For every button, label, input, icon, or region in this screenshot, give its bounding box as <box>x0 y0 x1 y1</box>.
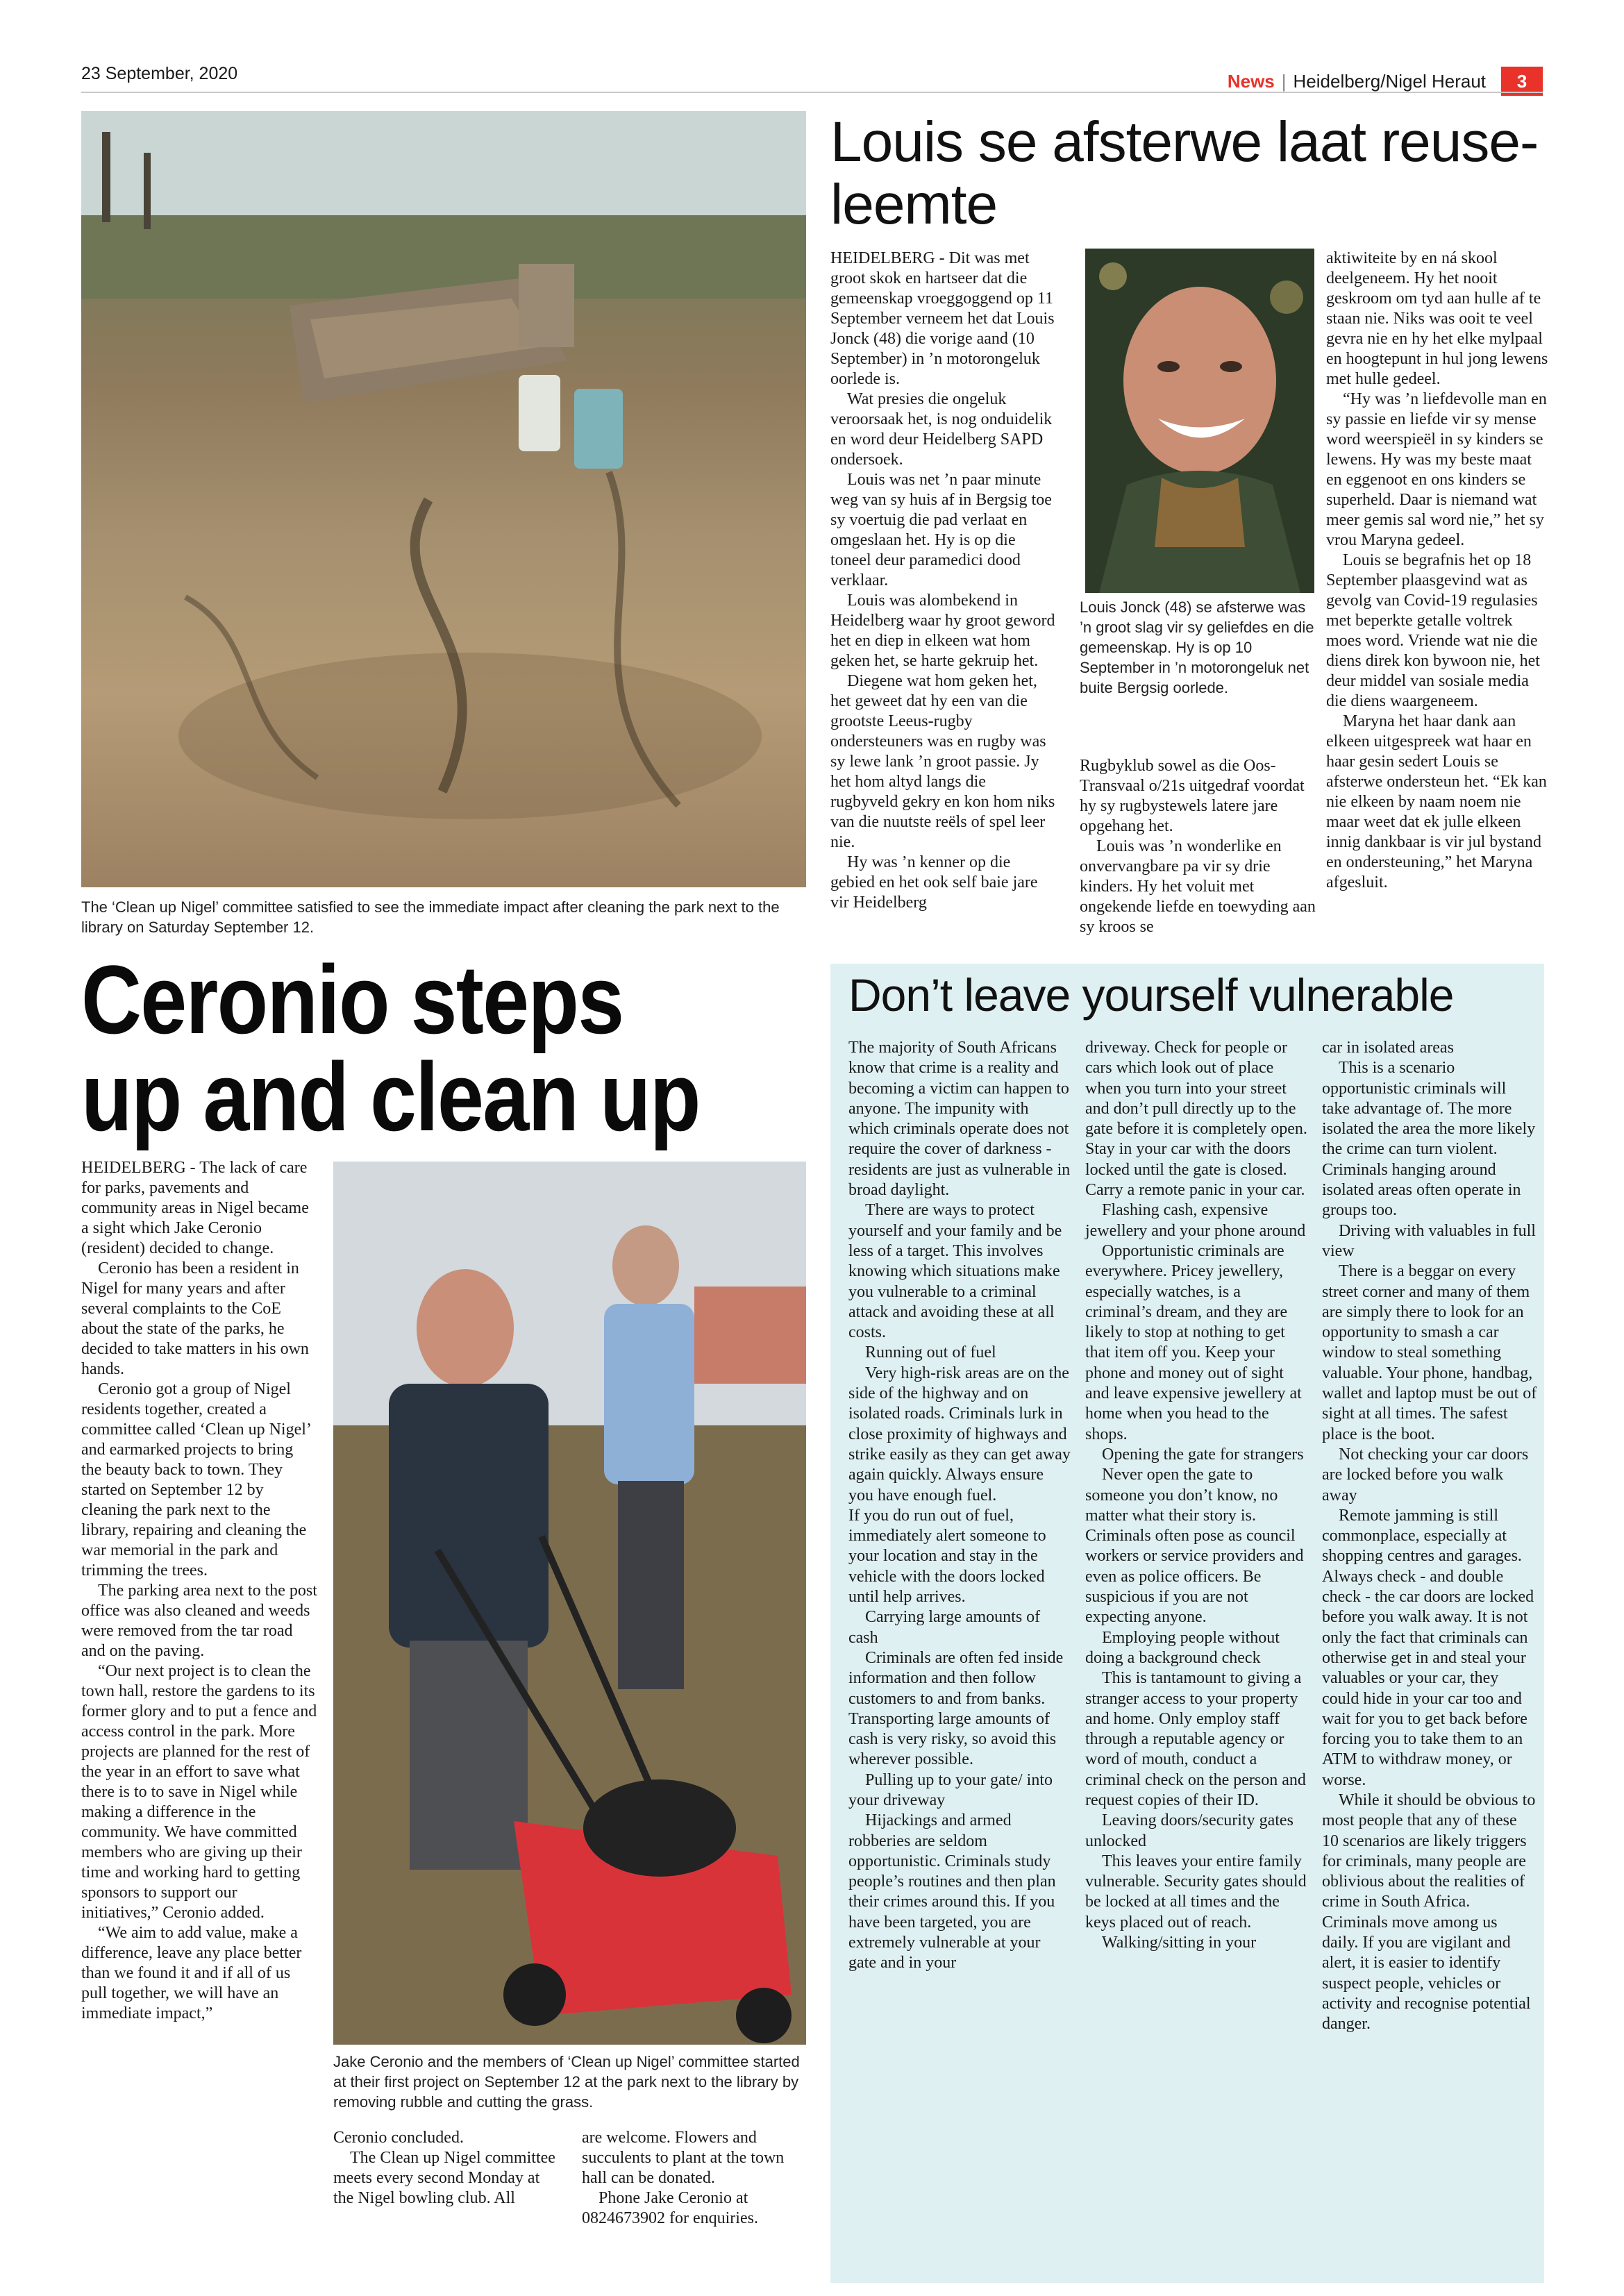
paragraph: Maryna het haar dank aan elkeen uitgespreek wat haar en haar gesin sedert Louis se afsterwe ondersteun het. “Ek kan nie elkeen by naam noem nie maar weet dat ek julle elkeen innig dankbaar is vir jul bystand en ondersteuning,” het Maryna afgesluit. <box>1326 712 1547 891</box>
subheading: Pulling up to your gate/ into your driveway <box>848 1770 1053 1809</box>
louis-column-1 <box>830 249 1055 913</box>
safety-column-2 <box>1085 1038 1309 1953</box>
paragraph: Louis was ’n wonderlike en onvervangbare pa vir sy drie kinders. Hy het voluit met ongekende liefde en toewyding aan sy kroos se <box>1080 837 1316 936</box>
paragraph: Louis was net ’n paar minute weg van sy huis af in Bergsig toe sy voertuig die pad verlaat en omgeslaan het. Hy is op die toneel deur paramedici dood verklaar. <box>830 471 1052 589</box>
paragraph: Opportunistic criminals are everywhere. Pricey jewellery, especially watches, is a criminal’s dream, and they are likely to stop at nothing to get that item off you. Keep your phone and money out of sight and leave expensive jewellery at home when you head to the shops. <box>1085 1241 1302 1443</box>
paragraph: Ceronio concluded. <box>333 2129 464 2147</box>
ceronio-column-2 <box>333 2128 559 2209</box>
mower-photo-caption: Jake Ceronio and the members of ‘Clean up Nigel’ committee started at their first project on September 12 at the park next to the library by removing rubble and cutting the grass. <box>333 2053 800 2111</box>
subheading: Leaving doors/security gates unlocked <box>1085 1811 1294 1850</box>
subheading: Opening the gate for strangers <box>1102 1445 1304 1464</box>
paragraph: The parking area next to the post office was also cleaned and weeds were removed from the tar road and on the paving. <box>81 1582 317 1660</box>
paragraph: Ceronio has been a resident in Nigel for many years and after several complaints to the CoE about the state of the parks, he decided to take matters in his own hands. <box>81 1259 309 1378</box>
paragraph: are welcome. Flowers and succulents to plant at the town hall can be donated. <box>582 2129 785 2187</box>
paragraph: While it should be obvious to most people that any of these 10 scenarios are likely triggers for criminals, many people are oblivious about the realities of crime in South Africa. Criminals move among us daily. If you are vigilant and alert, it is easier to identify suspect people, vehicles or activity and recognise potential danger. <box>1322 1791 1536 2034</box>
paragraph: “Hy was ’n liefdevolle man en sy passie en liefde vir sy mense word weerspieël in sy kinders se lewens. Hy was my beste maat en eggenoot en ons kinders se superheld. Daar is niemand wat meer gemis sal word nie,” het sy vrou Maryna gedeel. <box>1326 390 1547 549</box>
section-label: News <box>1227 70 1275 92</box>
paragraph: Hijackings and armed robberies are seldom opportunistic. Criminals study people’s routines and then plan their crimes around this. If you have been targeted, you are extremely vulnerable at your gate and in your <box>848 1811 1056 1972</box>
paragraph: Remote jamming is still commonplace, especially at shopping centres and garages. Always check - and double check - the car doors are locked before you walk away. It is not only the fact that criminals can otherwise get in and steal your valuables or your car, they could hide in your car too and wait for you to get back before forcing you to take them to an ATM to withdraw money, or worse. <box>1322 1506 1534 1789</box>
louis-column-2 <box>1080 756 1316 937</box>
louis-portrait-photo <box>1085 249 1314 593</box>
paragraph: This is a scenario opportunistic criminals will take advantage of. The more isolated the area the more likely the crime can turn violent. Criminals hanging around isolated areas often operate in groups too. <box>1322 1059 1536 1220</box>
paragraph: HEIDELBERG - The lack of care for parks, pavements and community areas in Nigel became a sight which Jake Ceronio (resident) decided to change. <box>81 1159 309 1257</box>
paragraph: aktiwiteite by en ná skool deelgeneem. Hy het nooit geskroom om tyd aan hulle af te staan nie. Niks was ooit te veel gevra nie en hy het elke mylpaal en hoogtepunt in hul jong lewens met hulle gedeel. <box>1326 249 1548 388</box>
park-scene-illustration <box>81 111 806 887</box>
paragraph: Phone Jake Ceronio at 0824673902 for enquiries. <box>582 2189 758 2227</box>
louis-column-3 <box>1326 249 1548 893</box>
louis-photo-caption: Louis Jonck (48) se afsterwe was ’n groot slag vir sy geliefdes en die gemeenskap. Hy is op 10 September in ’n motorongeluk net buite Bergsig oorlede. <box>1080 598 1314 696</box>
paragraph: Criminals are often fed inside information and then follow customers to and from banks. Transporting large amounts of cash is very risky, so avoid this wherever possible. <box>848 1648 1064 1769</box>
publication-name: Heidelberg/Nigel Heraut <box>1293 70 1486 92</box>
portrait-illustration <box>1085 249 1314 593</box>
lawnmower-photo <box>333 1162 806 2045</box>
subheading: Walking/sitting in your <box>1102 1934 1257 1952</box>
paragraph: There is a beggar on every street corner and many of them are simply there to look for an opportunity to smash a car window to steal something valuable. Your phone, handbag, wallet and laptop must be out of sight at all times. The safest place is the boot. <box>1322 1262 1537 1443</box>
subheading: Employing people without doing a background check <box>1085 1628 1280 1667</box>
safety-column-3 <box>1322 1038 1537 2035</box>
paragraph: This is tantamount to giving a stranger access to your property and home. Only employ staff through a reputable agency or word of mouth, conduct a criminal check on the person and request copies of their ID. <box>1085 1669 1306 1809</box>
paragraph: Never open the gate to someone you don’t know, no matter what their story is. Criminals often pose as council workers or service providers and even as police officers. Be suspicious if you are not expecting anyone. <box>1085 1466 1304 1627</box>
paragraph: HEIDELBERG - Dit was met groot skok en hartseer dat die gemeenskap vroeggoggend op 11 September verneem het dat Louis Jonck (48) die vorige aand (10 September) in ’n motorongeluk oorlede is. <box>830 249 1055 388</box>
paragraph: There are ways to protect yourself and your family and be less of a target. This involves knowing which situations make you vulnerable to a criminal attack and avoiding these at all costs. <box>848 1201 1062 1342</box>
ceronio-column-3 <box>582 2128 807 2229</box>
mower-scene-illustration <box>333 1162 806 2045</box>
subheading: Not checking your car doors are locked before you walk away <box>1322 1445 1529 1505</box>
paragraph: Louis se begrafnis het op 18 September plaasgevind wat as gevolg van Covid-19 regulasies met beperkte getalle voltrek moes word. Vriende wat nie die diens direk kon bywoon nie, het deur middel van sosiale media die diens waargeneem. <box>1326 551 1540 710</box>
paragraph: Rugbyklub sowel as die Oos-Transvaal o/21s uitgedraf voordat hy sy rugbystewels latere jare opgehang het. <box>1080 757 1305 835</box>
park-photo-caption: The ‘Clean up Nigel’ committee satisfied to see the immediate impact after cleaning the park next to the library on Saturday September 12. <box>81 898 780 936</box>
paragraph: Hy was ’n kenner op die gebied en het ook self baie jare vir Heidelberg <box>830 853 1038 912</box>
paragraph: This leaves your entire family vulnerable. Security gates should be locked at all times and the keys placed out of reach. <box>1085 1852 1307 1932</box>
paragraph: Diegene wat hom geken het, het geweet dat hy een van die grootste Leeus-rugby ondersteuners was en rugby was sy lewe lank ’n groot passie. Jy het hom altyd langs die rugbyveld gekry en kon hom niks van die nuutste reëls of spel leer nie. <box>830 672 1055 851</box>
safety-column-1 <box>848 1038 1072 1974</box>
header-rule <box>81 92 1543 93</box>
subheading: Driving with valuables in full view <box>1322 1221 1536 1260</box>
paragraph: “We aim to add value, make a difference, leave any place better than we found it and if all of us pull together, we will have an immediate impact,” <box>81 1924 302 2022</box>
subheading: Running out of fuel <box>865 1343 996 1362</box>
issue-date: 23 September, 2020 <box>81 64 238 83</box>
park-cleanup-photo <box>81 111 806 887</box>
subheading: car in isolated areas <box>1322 1039 1454 1057</box>
paragraph: Ceronio got a group of Nigel residents together, created a committee called ‘Clean up Nigel’ and earmarked projects to bring the beauty back to town. They started on September 12 by cleaning the park next to the library, repairing and cleaning the war memorial in the park and trimming the trees. <box>81 1380 311 1579</box>
paragraph: If you do run out of fuel, immediately alert someone to your location and stay in the vehicle with the doors locked until help arrives. <box>848 1506 1046 1607</box>
ceronio-column-1 <box>81 1158 317 2024</box>
louis-headline: Louis se afsterwe laat reuse-leemte <box>830 110 1539 236</box>
paragraph: The Clean up Nigel committee meets every second Monday at the Nigel bowling club. All <box>333 2149 555 2207</box>
paragraph: Very high-risk areas are on the side of the highway and on isolated roads. Criminals lurk in close proximity of highways and strike easily as they can get away again quickly. Always ensure you have enough fuel. <box>848 1364 1071 1505</box>
page-number-badge: 3 <box>1501 67 1543 96</box>
paragraph: Louis was alombekend in Heidelberg waar hy groot geword het en diep in elkeen wat hom geken het, se harte gekruip het. <box>830 592 1055 670</box>
subheading: Carrying large amounts of cash <box>848 1608 1041 1647</box>
paragraph: driveway. Check for people or cars which look out of place when you turn into your street and don’t pull directly up to the gate before it is completely open. Stay in your car with the doors locked until the gate is closed. Carry a remote panic in your car. <box>1085 1039 1307 1200</box>
paragraph: “Our next project is to clean the town hall, restore the gardens to its former glory and to put a fence and access control in the park. More projects are planned for the rest of the year in an effort to save what there is to to save in Nigel while making a difference in the community. We have committed members who are giving up their time and working hard to getting sponsors to support our initiatives,” Ceronio added. <box>81 1662 317 1922</box>
paragraph: Wat presies die ongeluk veroorsaak het, is nog onduidelik en word deur Heidelberg SAPD ondersoek. <box>830 390 1053 469</box>
ceronio-headline: Ceronio steps up and clean up <box>81 945 700 1151</box>
subheading: Flashing cash, expensive jewellery and your phone around <box>1085 1201 1306 1240</box>
paragraph: The majority of South Africans know that crime is a reality and becoming a victim can happen to anyone. The impunity with which criminals operate does not require the cover of darkness - residents are just as vulnerable in broad daylight. <box>848 1039 1071 1200</box>
safety-sidebar-headline: Don’t leave yourself vulnerable <box>848 969 1454 1021</box>
masthead-separator: | <box>1281 70 1287 92</box>
